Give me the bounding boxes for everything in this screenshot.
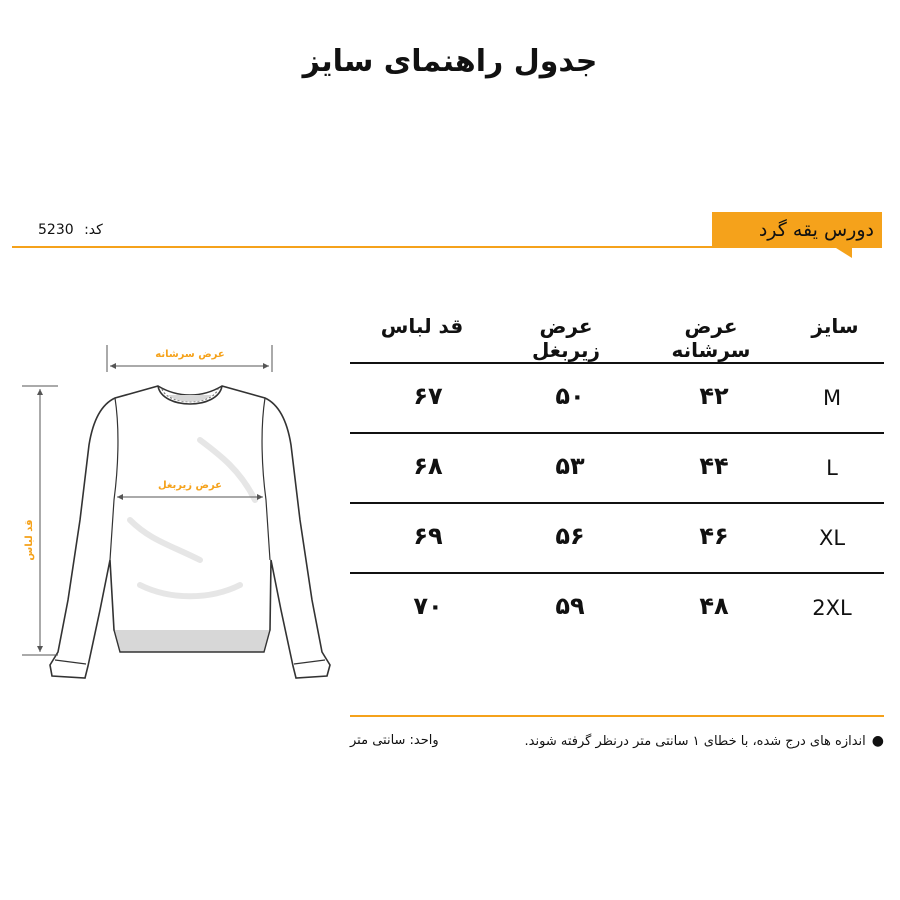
product-name: دورس یقه گرد bbox=[758, 219, 874, 241]
header-length: قد لباس bbox=[380, 314, 464, 338]
product-name-tab-tail bbox=[836, 248, 852, 258]
length-arrow-top bbox=[37, 389, 43, 395]
row-size: L bbox=[826, 456, 838, 480]
header-size: سایز bbox=[811, 314, 859, 338]
row-length: ۶۷ bbox=[413, 382, 443, 410]
row-length: ۶۹ bbox=[413, 522, 443, 550]
table-row bbox=[350, 434, 884, 504]
product-code-value: 5230 bbox=[38, 222, 74, 238]
header-shoulder-width: عرض سرشانه bbox=[671, 314, 751, 362]
shoulder-arrow-left bbox=[110, 363, 116, 369]
footer-divider bbox=[350, 715, 884, 717]
table-header-row bbox=[350, 300, 884, 364]
footer-note bbox=[350, 733, 884, 749]
product-name-tab bbox=[712, 212, 882, 248]
row-armpit-width: ۵۶ bbox=[555, 522, 585, 550]
table-row bbox=[350, 574, 884, 642]
row-shoulder-width: ۴۸ bbox=[699, 592, 729, 620]
shoulder-arrow-right bbox=[263, 363, 269, 369]
bullet-icon: ● bbox=[871, 733, 884, 749]
page-title: جدول راهنمای سایز bbox=[302, 44, 598, 79]
row-size: M bbox=[822, 386, 842, 410]
length-dim-label: قد لباس bbox=[24, 519, 35, 561]
row-shoulder-width: ۴۴ bbox=[699, 452, 729, 480]
armpit-dim-label: عرض زیربغل bbox=[157, 480, 223, 491]
sweatshirt-diagram bbox=[0, 330, 345, 690]
unit-note: واحد: سانتی متر bbox=[350, 733, 439, 748]
table-row bbox=[350, 364, 884, 434]
length-arrow-bottom bbox=[37, 646, 43, 652]
product-code bbox=[38, 222, 103, 238]
row-length: ۷۰ bbox=[413, 592, 443, 620]
row-shoulder-width: ۴۲ bbox=[699, 382, 729, 410]
size-table bbox=[350, 300, 884, 642]
table-row bbox=[350, 504, 884, 574]
product-code-label: کد: bbox=[84, 222, 103, 238]
row-armpit-width: ۵۹ bbox=[555, 592, 585, 620]
header-armpit-width: عرض زیربغل bbox=[531, 314, 601, 362]
tolerance-note: اندازه های درج شده، با خطای ۱ سانتی متر درنظر گرفته شوند. bbox=[524, 734, 866, 749]
shoulder-dim-label: عرض سرشانه bbox=[155, 349, 225, 360]
waistband bbox=[114, 630, 270, 652]
row-size: 2XL bbox=[812, 596, 852, 620]
row-armpit-width: ۵۰ bbox=[555, 382, 585, 410]
row-length: ۶۸ bbox=[413, 452, 443, 480]
row-armpit-width: ۵۳ bbox=[555, 452, 585, 480]
row-size: XL bbox=[818, 526, 846, 550]
row-shoulder-width: ۴۶ bbox=[699, 522, 729, 550]
